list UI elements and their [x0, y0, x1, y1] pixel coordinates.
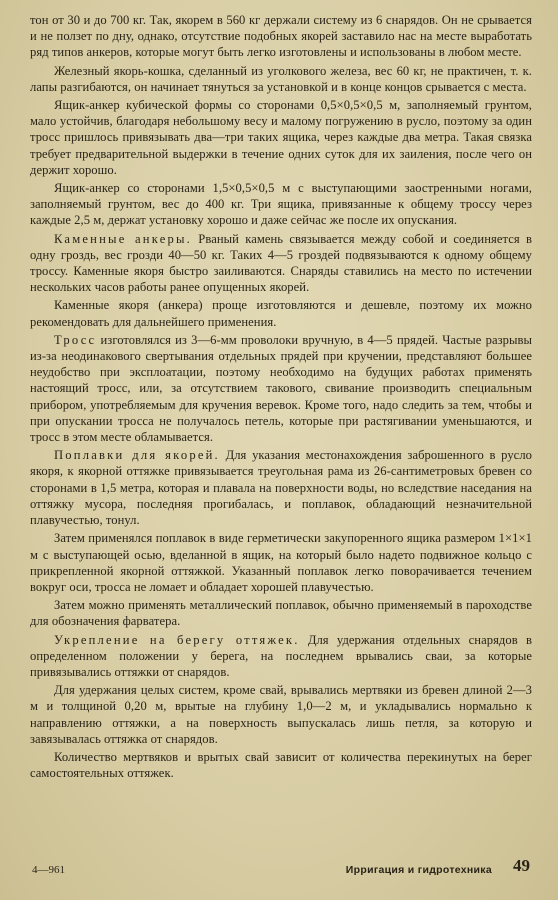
paragraph: Затем можно применять металлический поплавок, обычно применяемый в пароходстве для обозначения фарватера. — [30, 598, 532, 629]
printer-signature: 4—961 — [32, 864, 65, 876]
paragraph: Количество мертвяков и врытых свай зависит от количества перекинутых на берег самостоятельных оттяжек. — [30, 749, 532, 781]
section-lead: Каменные анкеры. — [54, 231, 192, 246]
paragraph: Каменные якоря (анкера) проще изготовляются и дешевле, поэтому их можно рекомендовать для дальнейшего применения. — [30, 298, 532, 329]
paragraph: Ящик-анкер со сторонами 1,5×0,5×0,5 м с выступающими заостренными ногами, заполняемый грунтом, вес до 400 кг. Три ящика, привязанные к общему троссу через каждые 2,5 м, держат установку хорошо и даже сейчас же после их опускания. — [30, 181, 532, 228]
page-number: 49 — [513, 856, 530, 875]
section-lead: Тросс — [54, 332, 97, 347]
paragraph: Затем применялся поплавок в виде герметически закупоренного ящика размером 1×1×1 м с выступающей осью, вделанной в ящик, на который было надето подвижное кольцо с прикрепленной якорной оттяжкой. Указанный поплавок легко поворачивается течением вокруг оси, тросса не ломает и обладает хорошей плавучестью. — [30, 531, 532, 594]
paragraph: Поплавки для якорей. Для указания местонахождения заброшенного в русло якоря, к якорной оттяжке привязывается треугольная рама из 26-сантиметровых бревен со сторонами в 1,5 метра, которая и плавала на поверхности воды, но вследствие наседания на оттяжку мусора, последняя прогибалась, и поплавок, обладающий незначительной плавучестью, тонул. — [30, 448, 533, 528]
paragraph: Ящик-анкер кубической формы со сторонами 0,5×0,5×0,5 м, заполняемый грунтом, мало устойчив, благодаря небольшому весу и малому погружению в русло, поэтому за один тросс пришлось привязывать два—три таких ящика, через каждые два метра. Такая связка требует предварительной выдержки в течение одних суток для их заиления, после чего он держит хорошо. — [30, 98, 532, 177]
running-title: Ирригация и гидротехника — [345, 864, 492, 876]
paragraph: тон от 30 и до 700 кг. Так, якорем в 560 кг держали систему из 6 снарядов. Он не срывается и не ползет по дну, однако, отсутствие подобных якорей заставило нас на месте выработать ряд типов анкеров, которые могут быть легко изготовлены и использованы в любом месте. — [30, 13, 532, 60]
paragraph: Тросс изготовлялся из 3—6-мм проволоки вручную, в 4—5 прядей. Частые разрывы из-за неодинакового свертывания отдельных прядей при кручении, представляют большее неудобство при эксплоатации, поэтому необходимо на будущих работах применять настоящий тросс, или, за отсутствием такового, свивание производить специальным прибором, употребляемым для кручения веревок. Кроме того, надо следить за тем, чтобы и при опускании тросса не получалось петель, которые при растягивании уменьшаются, и тросс в этом месте обламывается. — [30, 332, 532, 445]
body-text — [30, 12, 532, 781]
paragraph: Для удержания целых систем, кроме свай, врывались мертвяки из бревен длиной 2—3 м и толщиной 0,20 м, врытые на глубину 1,0—2 м, и укладывались нормально к направлению оттяжки, а на поверхность выпускалась лишь петля, за которую и завязывалась оттяжка от снарядов. — [30, 683, 532, 746]
paragraph: Укрепление на берегу оттяжек. Для удержания отдельных снарядов в определенном положении у берега, на последнем врывались сваи, за которые привязывались оттяжки от снарядов. — [30, 632, 532, 679]
paragraph: Каменные анкеры. Рваный камень связывается между собой и соединяется в одну гроздь, вес грозди 40—50 кг. Таких 4—5 гроздей подвязываются к одному общему троссу. Каменные якоря быстро заиливаются. Снаряды ставились на место по истечении нескольких часов работы ранее опущенных якорей. — [30, 231, 532, 295]
section-lead: Укрепление на берегу оттяжек. — [54, 632, 300, 647]
section-lead: Поплавки для якорей. — [54, 448, 220, 463]
paragraph: Железный якорь-кошка, сделанный из уголкового железа, вес 60 кг, не практичен, т. к. лапы разгибаются, он начинает тянуться за установкой и в конце концов срывается с места. — [30, 63, 532, 94]
